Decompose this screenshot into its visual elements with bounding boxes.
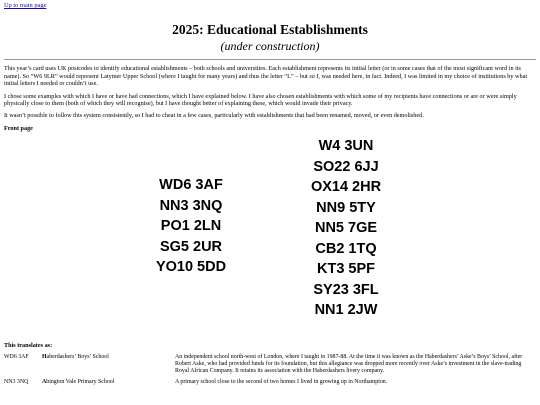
table-row [4,354,536,379]
postcode: NN5 7GE [314,220,378,237]
divider [4,59,536,60]
intro-paragraph-1 [4,65,536,87]
initial-letter: A [42,379,47,385]
intro-paragraph-2: I chose some examples with which I have or have had connections, which I have explained below. I have also chosen establishments with which some of my recipients have connections or are or were simply physically close to them (both of which they will recognise), but I have thought better of explaining these, which would invade their privacy. [4,92,517,108]
postcode: NN3 3NQ [159,197,223,214]
postcode: SG5 2UR [159,238,223,255]
postcode: NN9 5TY [316,199,376,216]
postcode-cell: NN3 3NQ [4,379,29,385]
postcode-cell: WD6 3AF [4,353,29,360]
left-postcode-column [147,175,235,278]
description-cell: A primary school close to the second of two homes I lived in growing up in Northampton. [175,379,388,385]
school-name-cell [42,379,175,390]
up-to-main-page-link[interactable]: Up to main page [4,2,47,9]
postcode: CB2 1TQ [315,240,377,257]
postcode: PO1 2LN [160,218,222,235]
school-name-cell [42,354,175,379]
intro-p1-emphasis: so I [309,72,319,80]
postcode: W4 3UN [318,138,374,155]
intro-paragraph-3: It wasn’t possible to follow this system consistently, so I had to cheat in a few cases, particularly with establishments that had been renamed, moved, or even demolished. [4,112,424,120]
postcode: KT3 5PF [316,261,375,278]
intro-p1-text-a: This year’s card uses UK postcodes to identify educational establishments – both schools and universities. Each establishment represents its initial letter (or in some cases that of the most significant word in its name). So “W6 9LR” would represent Latymer Upper School (where I taught for many years) and thus the letter “L” – but [4,65,521,80]
intro-p1-text-b: , was needed here, in fact. Indeed, I was limited in my choice of institutions by what initial letters I needed or couldn’t use. [4,72,528,88]
page-title: 2025: Educational Establishments [172,21,368,37]
postcode: SO22 6JJ [313,158,379,175]
initial-letter: H [42,353,47,360]
right-postcode-column [302,136,390,321]
page-subtitle: (under construction) [220,38,320,53]
postcode: SY23 3FL [313,281,379,298]
school-name-rest: aberdashers’ Boys’ School [46,353,109,360]
postcode: OX14 2HR [310,179,382,196]
front-page-postcodes [4,136,536,334]
translates-label: This translates as: [4,342,53,350]
description-cell: An independent school north-west of London, where I taught in 1987-88. At the time it was known as the Haberdashers’ Aske’s Boys’ School, after Robert Aske, who had provided funds for its foundation, but this allegiance was dropped more recently over Aske’s investment in the slave-trading Royal African Company. It retains its association with the Haberdashers livery company. [175,353,523,374]
postcode: WD6 3AF [159,177,223,194]
translations-table [4,354,536,390]
table-row [4,379,536,390]
school-name-rest: bington Vale Primary School [46,379,115,385]
front-page-label: Front page [4,124,33,132]
postcode: NN1 2JW [314,302,378,319]
postcode: YO10 5DD [155,259,227,276]
